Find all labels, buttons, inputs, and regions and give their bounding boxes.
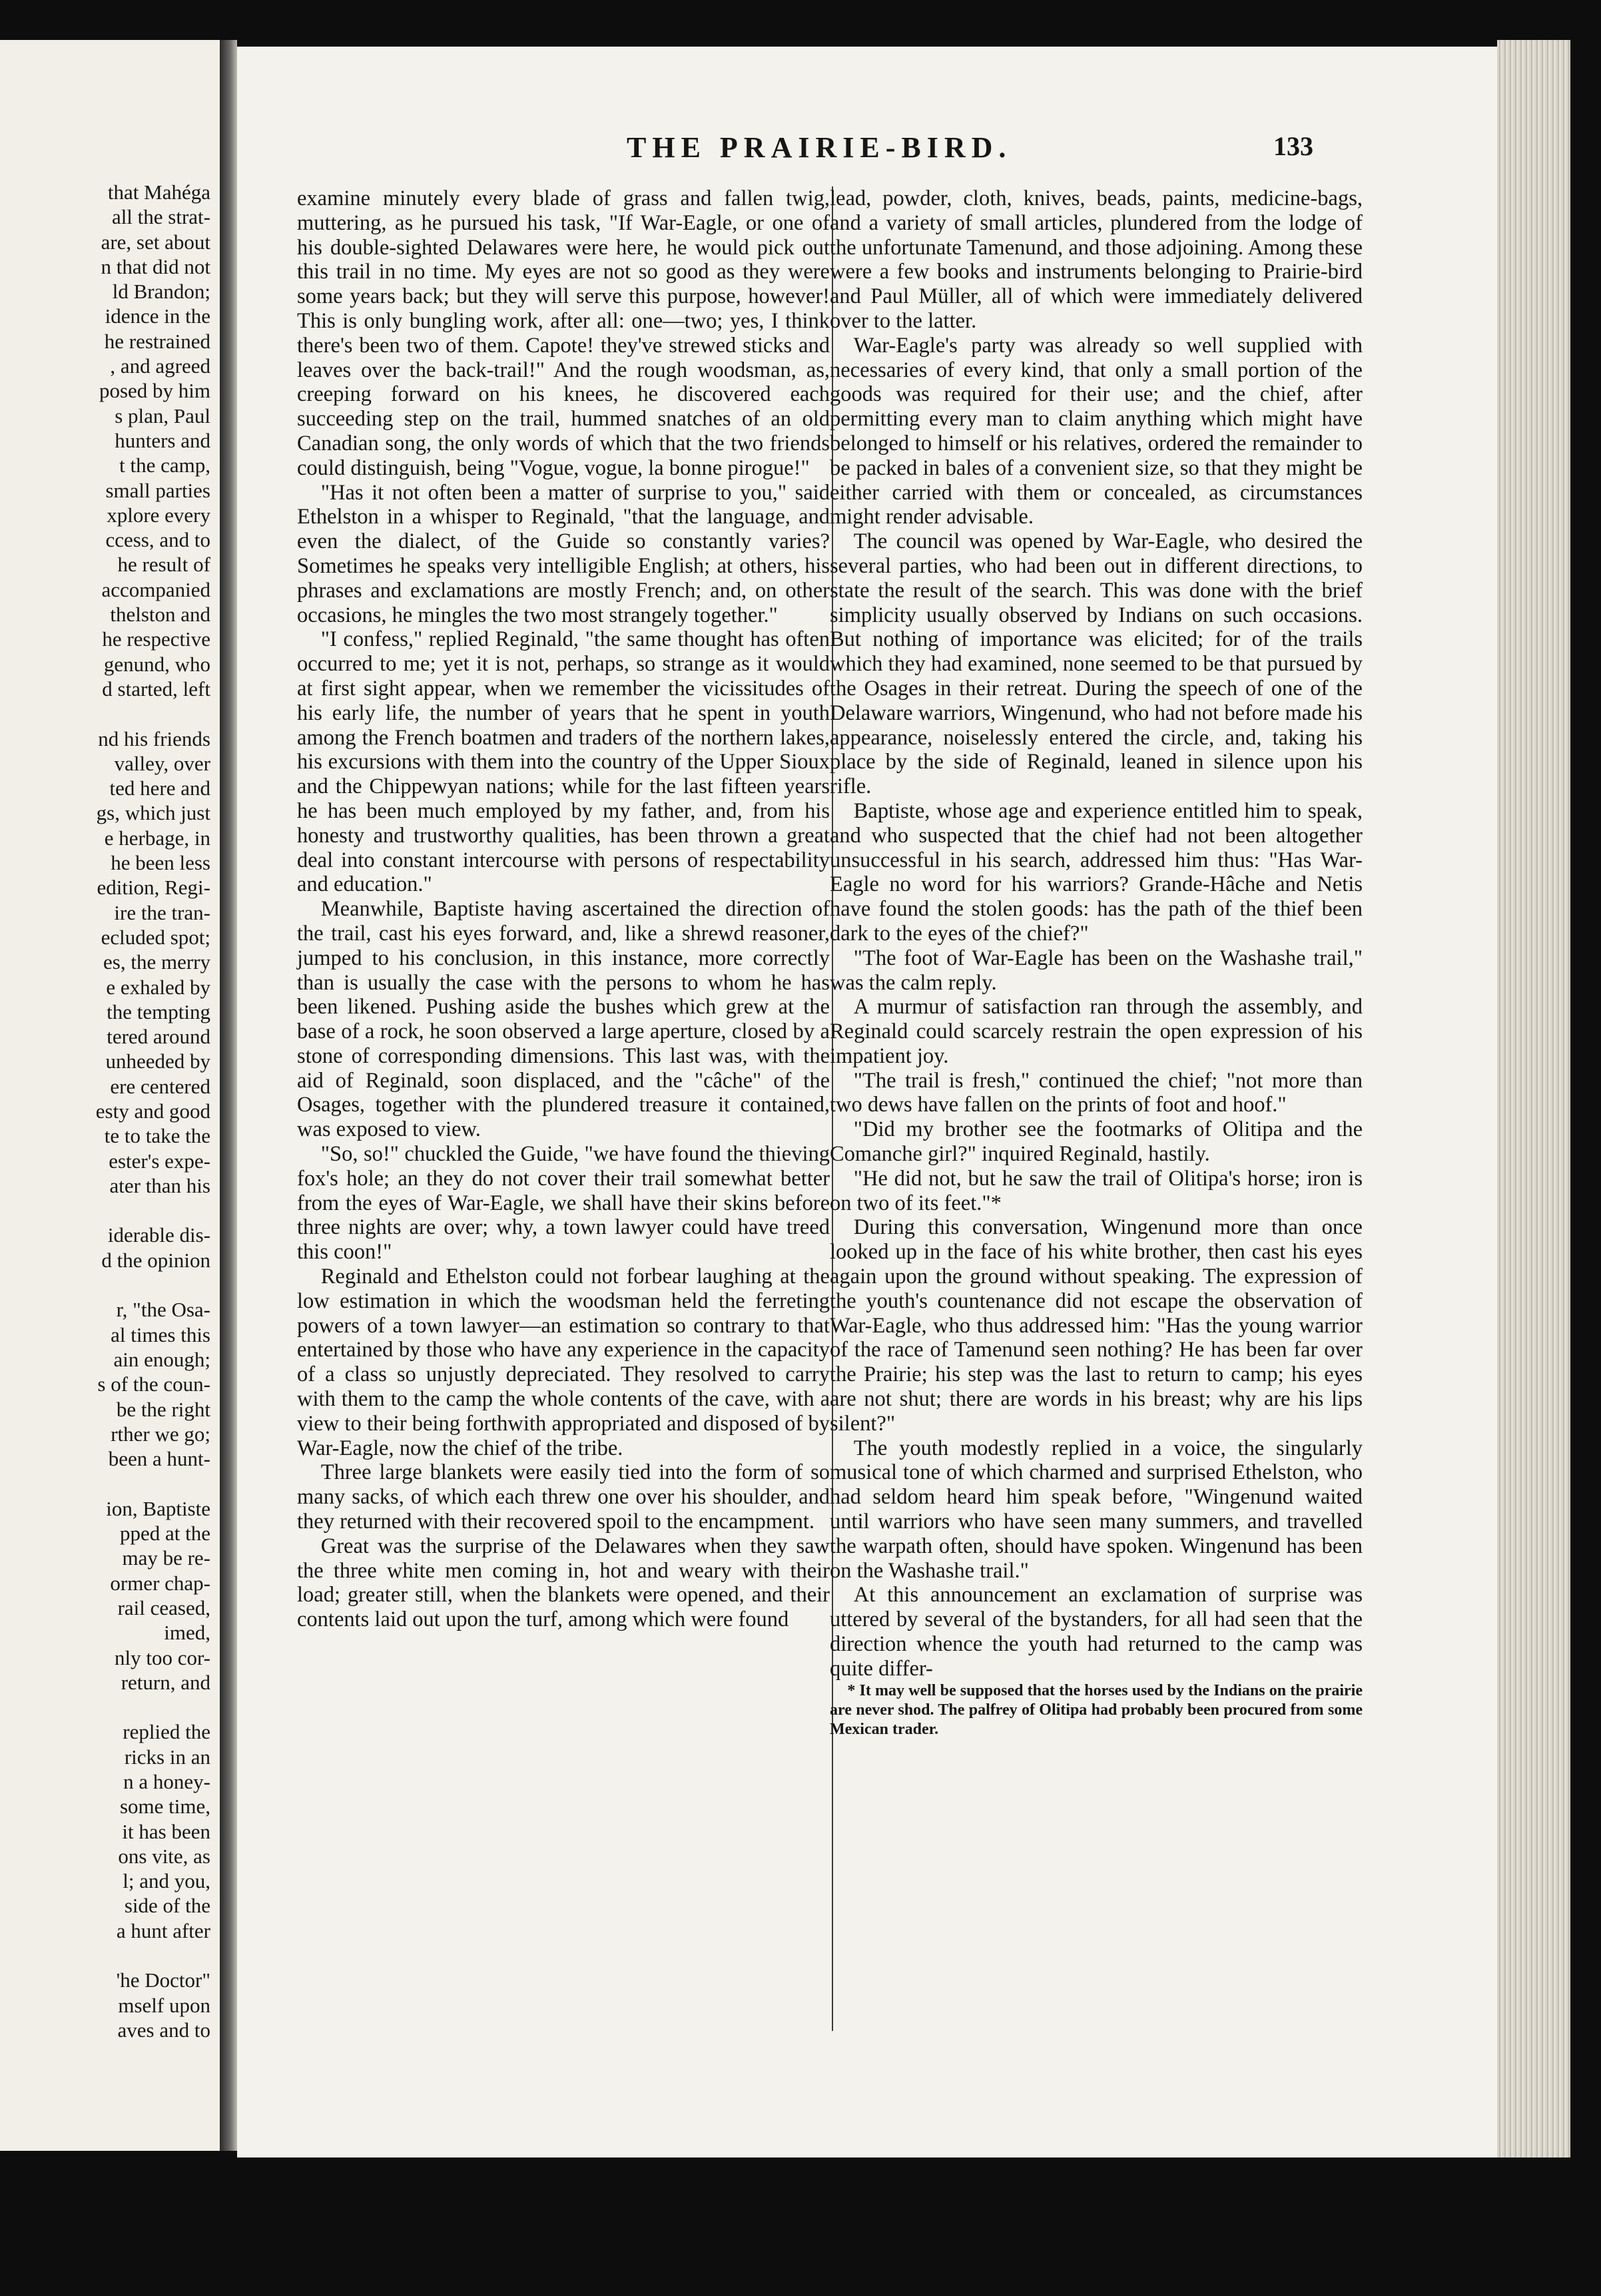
facing-page-line: aves and to (117, 2018, 210, 2042)
facing-page-line: e herbage, in (104, 826, 210, 850)
facing-page-line: ere centered (110, 1074, 210, 1098)
paragraph: "The trail is fresh," continued the chief; "not more than two dews have fallen on the prints of foot and hoof." (830, 1068, 1363, 1117)
facing-page-line: ecluded spot; (101, 925, 210, 949)
text-column-right (830, 186, 1363, 1739)
paragraph: The council was opened by War-Eagle, who desired the several parties, who had been out in different directions, to state the result of the search. This was done with the brief simplicity usually observed by Indians on such occasions. But nothing of importance was elicited; for of the trails which they had examined, none seemed to be that pursued by the Osages in their retreat. During the speech of one of the Delaware warriors, Wingenund, who had not before made his appearance, noiselessly entered the circle, and, taking his place by the side of Reginald, leaned in silence upon his rifle. (830, 529, 1363, 799)
paragraph: Reginald and Ethelston could not forbear laughing at the low estimation in which the woodsman held the ferreting powers of a town lawyer—an estimation so contrary to that entertained by those who have any experience in the capacity of a class so unjustly depreciated. They resolved to carry with them to the camp the whole contents of the cave, with a view to their being forthwith appropriated and disposed of by War-Eagle, now the chief of the tribe. (297, 1265, 830, 1460)
facing-page-line: ion, Baptiste (106, 1496, 210, 1520)
facing-page-line: 'he Doctor" (116, 1968, 210, 1992)
facing-page-line (0, 1695, 210, 1719)
facing-page-line: al times this (111, 1322, 210, 1346)
facing-page-line: nd his friends (98, 726, 210, 750)
facing-page-line: n that did not (101, 254, 210, 278)
facing-page-line: ons vite, as (118, 1844, 210, 1868)
facing-page-line: are, set about (101, 230, 210, 254)
page-number: 133 (1273, 131, 1313, 161)
facing-page-line: t the camp, (119, 453, 210, 477)
facing-page-line: he restrained (104, 329, 210, 353)
facing-page-line: a hunt after (116, 1918, 210, 1942)
facing-page-line: some time, (119, 1795, 210, 1819)
facing-page-line: n a honey- (123, 1770, 210, 1793)
facing-page-line: he been less (111, 851, 210, 875)
facing-page-line (0, 701, 210, 726)
facing-page-line: gs, which just (96, 801, 210, 825)
facing-page-text (0, 180, 210, 2042)
paragraph: A murmur of satisfaction ran through the assembly, and Reginald could scarcely restrain the open expression of his impatient joy. (830, 995, 1363, 1068)
facing-page-line: rther we go; (111, 1422, 210, 1446)
facing-page-line: xplore every (107, 503, 210, 527)
book-page (237, 47, 1497, 2157)
facing-page-line: d started, left (102, 677, 210, 701)
facing-page-line: e exhaled by (106, 975, 210, 999)
facing-page-line: ormer chap- (110, 1571, 210, 1595)
paragraph: War-Eagle's party was already so well supplied with necessaries of every kind, that only a small portion of the goods was required for their use; and the chief, after permitting every man to claim anything which might have belonged to himself or his relatives, ordered the remainder to be packed in bales of a convenient size, so that they might be either carried with them or concealed, as circumstances might render advisable. (830, 333, 1363, 529)
facing-page-line: unheeded by (105, 1049, 210, 1073)
running-title: THE PRAIRIE-BIRD. (627, 131, 1012, 164)
facing-page-line: thelston and (110, 603, 210, 627)
facing-page-line: he respective (102, 627, 210, 651)
paragraph: Great was the surprise of the Delawares when they saw the three white men coming in, hot and weary with their load; greater still, when the blankets were opened, and their contents laid out upon the turf, among which were found (297, 1534, 830, 1632)
facing-page-line: s plan, Paul (115, 404, 210, 428)
facing-page-line: idence in the (105, 304, 210, 328)
facing-page-line: genund, who (103, 652, 210, 676)
paragraph: examine minutely every blade of grass and fallen twig, muttering, as he pursued his task, "If War-Eagle, or one of his double-sighted Delawares were here, he would pick out this trail in no time. My eyes are not so good as they were some years back; but they will serve this purpose, however! This is only bungling work, after all: one—two; yes, I think there's been two of them. Capote! they've strewed sticks and leaves over the back-trail!" And the rough woodsman, as, creeping forward on his knees, he discovered each succeeding step on the trail, hummed snatches of an old Canadian song, the only words of which that the two friends could distinguish, being "Vogue, vogue, la bonne pirogue!" (297, 186, 830, 480)
page-header (237, 127, 1497, 173)
facing-page-line: the tempting (107, 1000, 210, 1023)
facing-page-line: may be re- (122, 1546, 210, 1570)
paragraph: lead, powder, cloth, knives, beads, paints, medicine-bags, and a variety of small articles, plundered from the lodge of the unfortunate Tamenund, and those adjoining. Among these were a few books and instruments belonging to Prairie-bird and Paul Müller, all of which were immediately delivered over to the latter. (830, 186, 1363, 333)
paragraph: "Has it not often been a matter of surprise to you," said Ethelston in a whisper to Reginald, "that the language, and even the dialect, of the Guide so constantly varies? Sometimes he speaks very intelligible English; at others, his phrases and exclamations are mostly French; and, on other occasions, he mingles the two most strangely together." (297, 480, 830, 627)
facing-page-line: tered around (107, 1025, 210, 1049)
facing-page-line: he result of (117, 553, 210, 577)
facing-page-line (0, 1471, 210, 1496)
facing-page-line: edition, Regi- (97, 876, 210, 900)
paragraph: "So, so!" chuckled the Guide, "we have found the thieving fox's hole; an they do not cover their trail somewhat better from the eyes of War-Eagle, we shall have their skins before three nights are over; why, a town lawyer could have treed this coon!" (297, 1142, 830, 1265)
facing-page-line: l; and you, (123, 1869, 210, 1893)
facing-page-line (0, 1273, 210, 1297)
facing-page-line: r, "the Osa- (116, 1298, 210, 1322)
facing-page-line: all the strat- (111, 205, 210, 229)
facing-page-line: accompanied (101, 577, 210, 601)
facing-page-line: imed, (164, 1621, 210, 1645)
facing-page-line: te to take the (104, 1124, 210, 1148)
facing-page-line: small parties (105, 478, 210, 502)
facing-page-line: that Mahéga (107, 180, 210, 204)
facing-page-line: ain enough; (113, 1347, 210, 1371)
paragraph: During this conversation, Wingenund more than once looked up in the face of his white brother, then cast his eyes again upon the ground without speaking. The expression of the youth's countenance did not escape the observation of War-Eagle, who thus addressed him: "Has the young warrior of the race of Tamenund seen nothing? He has been far over the Prairie; his step was the last to return to camp; his eyes are not shut; there are words in his breast; why are his lips silent?" (830, 1215, 1363, 1436)
text-column-left (297, 186, 830, 1632)
facing-page-line: valley, over (114, 751, 210, 775)
paragraph: Three large blankets were easily tied into the form of so many sacks, of which each threw one over his shoulder, and they returned with their recovered spoil to the encampment. (297, 1460, 830, 1534)
facing-page-line: ire the tran- (114, 900, 210, 924)
facing-page-line: be the right (116, 1397, 210, 1421)
facing-page-line: side of the (124, 1894, 210, 1918)
facing-page-line (0, 1198, 210, 1223)
paragraph: The youth modestly replied in a voice, the singularly musical tone of which charmed and surprised Ethelston, who had seldom heard him speak before, "Wingenund waited until warriors who have seen many summers, and travelled the warpath often, should have spoken. Wingenund has been on the Washashe trail." (830, 1436, 1363, 1583)
facing-page-line: pped at the (119, 1522, 210, 1546)
paragraph: "Did my brother see the footmarks of Olitipa and the Comanche girl?" inquired Reginald, hastily. (830, 1117, 1363, 1167)
paragraph: "I confess," replied Reginald, "the same thought has often occurred to me; yet it is not, perhaps, so strange as it would at first sight appear, when we remember the vicissitudes of his early life, the number of years that he spent in youth among the French boatmen and traders of the northern lakes, his excursions with them into the country of the Upper Sioux and the Chippewyan nations; while for the last fifteen years he has been much employed by my father, and, from his honesty and trustworthy qualities, has been thrown a great deal into constant intercourse with persons of respectability and education." (297, 627, 830, 897)
facing-page-line (0, 1943, 210, 1968)
facing-page-line: s of the coun- (97, 1372, 210, 1396)
facing-page-line: ester's expe- (109, 1149, 210, 1173)
facing-page-line: posed by him (99, 379, 210, 403)
paragraph: "He did not, but he saw the trail of Olitipa's horse; iron is on two of its feet."* (830, 1166, 1363, 1215)
paragraph: "The foot of War-Eagle has been on the Washashe trail," was the calm reply. (830, 946, 1363, 995)
page-stack-edge (1497, 40, 1570, 2157)
facing-page-line: hunters and (115, 428, 210, 452)
facing-page-line: it has been (122, 1819, 210, 1843)
facing-page-line: return, and (121, 1670, 210, 1694)
footnote: * It may well be supposed that the horses used by the Indians on the prairie are never shod. The palfrey of Olitipa had probably been procured from some Mexican trader. (830, 1681, 1363, 1738)
facing-page-line: , and agreed (110, 354, 210, 378)
facing-page-line: ccess, and to (105, 528, 210, 552)
facing-page-line: ted here and (109, 776, 210, 800)
facing-page-line: replied the (123, 1720, 210, 1744)
facing-page-line: ricks in an (124, 1745, 210, 1769)
facing-page-fragment (0, 40, 220, 2151)
facing-page-line: nly too cor- (114, 1645, 210, 1669)
paragraph: At this announcement an exclamation of surprise was uttered by several of the bystanders, for all had seen that the direction whence the youth had returned to the camp was quite differ- (830, 1583, 1363, 1681)
facing-page-line: ater than his (109, 1173, 210, 1197)
facing-page-line: mself upon (118, 1993, 210, 2017)
facing-page-line: es, the merry (103, 950, 210, 974)
book-gutter (220, 40, 237, 2151)
paragraph: Meanwhile, Baptiste having ascertained the direction of the trail, cast his eyes forward, and, like a shrewd reasoner, jumped to his conclusion, in this instance, more correctly than is usually the case with the persons to whom he has been likened. Pushing aside the bushes which grew at the base of a rock, he soon observed a large aperture, closed by a stone of corresponding dimensions. This last was, with the aid of Reginald, soon displaced, and the "câche" of the Osages, together with the plundered treasure it contained, was exposed to view. (297, 897, 830, 1142)
facing-page-line: ld Brandon; (112, 280, 210, 304)
facing-page-line: d the opinion (101, 1248, 210, 1272)
facing-page-line: iderable dis- (107, 1223, 210, 1247)
facing-page-line: esty and good (95, 1099, 210, 1123)
paragraph: Baptiste, whose age and experience entitled him to speak, and who suspected that the chief had not been altogether unsuccessful in his search, addressed him thus: "Has War-Eagle no word for his warriors? Grande-Hâche and Netis have found the stolen goods: has the path of the thief been dark to the eyes of the chief?" (830, 798, 1363, 946)
facing-page-line: been a hunt- (108, 1447, 210, 1471)
facing-page-line: rail ceased, (117, 1595, 210, 1619)
